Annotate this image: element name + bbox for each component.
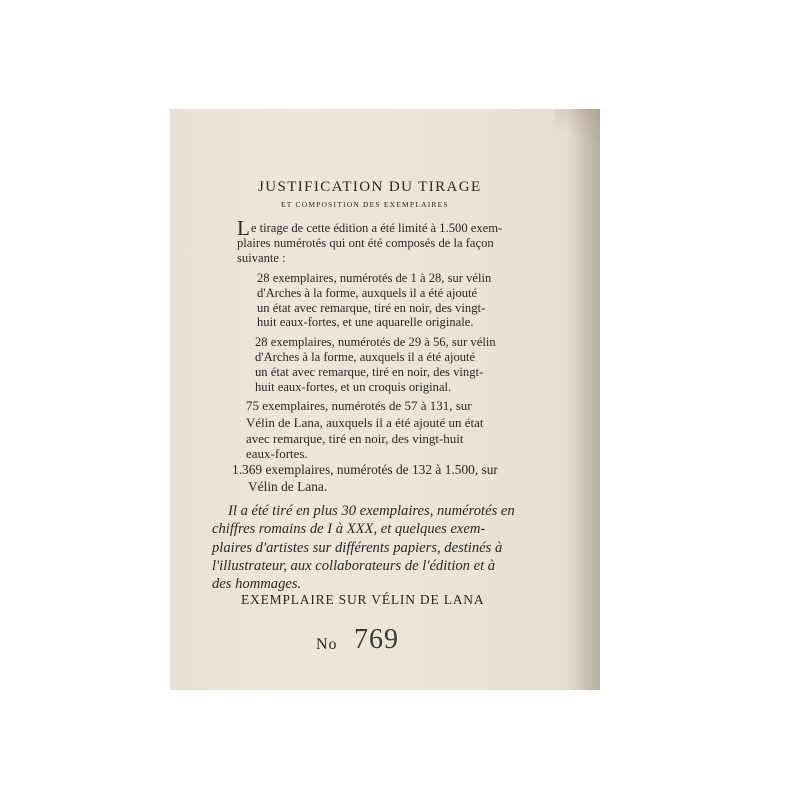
note-line-2: chiffres romains de I à XXX, et quelques exem-: [212, 521, 486, 537]
note-line-1: Il a été tiré en plus 30 exemplaires, numérotés en: [228, 503, 515, 519]
copy-label: EXEMPLAIRE SUR VÉLIN DE LANA: [241, 592, 485, 607]
edition-3-line-2: Vélin de Lana, auxquels il a été ajouté un état: [246, 415, 484, 430]
copy-number: 769: [354, 624, 399, 655]
page-edge-shadow: [568, 109, 600, 690]
edition-4-line-1: 1.369 exemplaires, numérotés de 132 à 1.500, sur: [232, 462, 498, 477]
colophon-subtitle: ET COMPOSITION DES EXEMPLAIRES: [281, 200, 449, 209]
note-line-5: des hommages.: [212, 576, 302, 592]
edition-3-line-3: avec remarque, tiré en noir, des vingt-huit: [246, 431, 464, 446]
edition-2-line-4: huit eaux-fortes, et un croquis original.: [255, 380, 452, 394]
intro-line-3: suivante :: [237, 251, 286, 265]
edition-2-line-2: d'Arches à la forme, auxquels il a été ajouté: [255, 350, 476, 364]
note-line-3: plaires d'artistes sur différents papiers, destinés à: [212, 540, 503, 556]
dropcap-letter: L: [237, 216, 250, 240]
colophon-title: JUSTIFICATION DU TIRAGE: [258, 179, 482, 195]
edition-1-line-4: huit eaux-fortes, et une aquarelle originale.: [257, 315, 474, 329]
number-prefix: No: [316, 636, 338, 653]
edition-1-line-1: 28 exemplaires, numérotés de 1 à 28, sur vélin: [257, 271, 492, 285]
intro-line-1-text: e tirage de cette édition a été limité à 1.500 exem-: [250, 221, 503, 235]
edition-1-line-3: un état avec remarque, tiré en noir, des vingt-: [257, 301, 486, 315]
edition-3-line-1: 75 exemplaires, numérotés de 57 à 131, sur: [246, 398, 472, 413]
edition-1-line-2: d'Arches à la forme, auxquels il a été ajouté: [257, 286, 478, 300]
intro-line-1: [237, 216, 503, 240]
edition-3-line-4: eaux-fortes.: [246, 446, 308, 461]
intro-line-2: plaires numérotés qui ont été composés de la façon: [237, 236, 494, 250]
note-line-4: l'illustrateur, aux collaborateurs de l'édition et à: [212, 558, 496, 574]
edition-2-line-3: un état avec remarque, tiré en noir, des vingt-: [255, 365, 484, 379]
edition-4-line-2: Vélin de Lana.: [248, 479, 328, 494]
edition-2-line-1: 28 exemplaires, numérotés de 29 à 56, sur vélin: [255, 335, 496, 349]
